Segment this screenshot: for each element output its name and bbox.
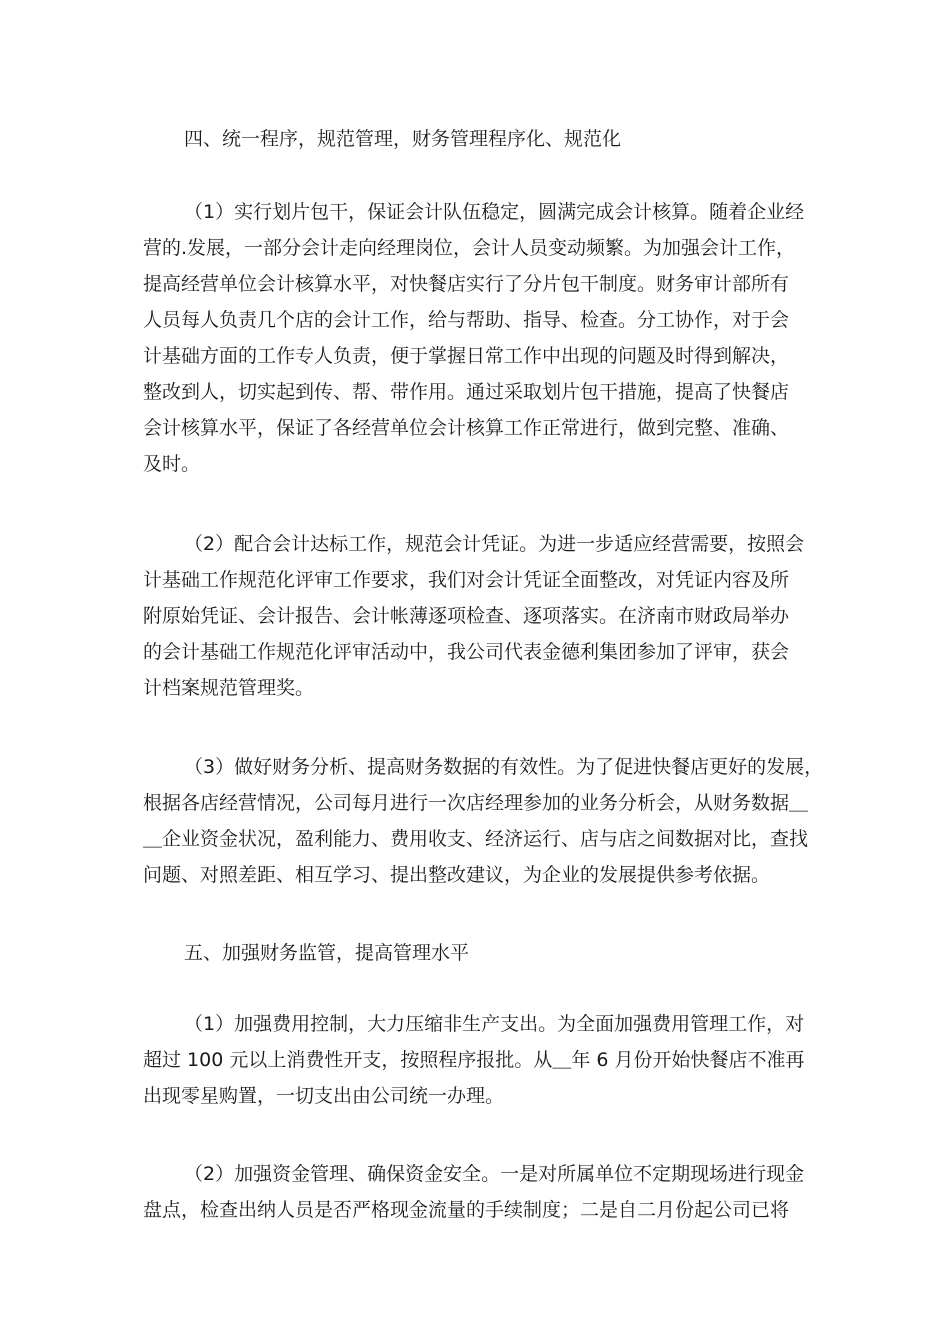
paragraph-line: （2）配合会计达标工作，规范会计凭证。为进一步适应经营需要，按照会 [184,533,805,555]
paragraph-line: 超过 100 元以上消费性开支，按照程序报批。从＿年 6 月份开始快餐店不准再 [143,1049,805,1071]
section-4-paragraph-2 [143,526,815,706]
section-5-paragraph-2 [143,1156,815,1228]
paragraph-line: ＿企业资金状况，盈利能力、费用收支、经济运行、店与店之间数据对比，查找 [143,828,809,850]
paragraph-line: 出现零星购置，一切支出由公司统一办理。 [143,1085,505,1107]
paragraph-line: 计档案规范管理奖。 [143,677,315,699]
paragraph-line: 根据各店经营情况，公司每月进行一次店经理参加的业务分析会，从财务数据＿ [143,792,809,814]
paragraph-line: 整改到人，切实起到传、帮、带作用。通过采取划片包干措施，提高了快餐店 [143,381,790,403]
paragraph-line: 人员每人负责几个店的会计工作，给与帮助、指导、检查。分工协作，对于会 [143,309,790,331]
section-4-paragraph-1 [143,194,815,482]
paragraph-line: 的会计基础工作规范化评审活动中，我公司代表金德利集团参加了评审，获会 [143,641,790,663]
paragraph-line: 问题、对照差距、相互学习、提出整改建议，为企业的发展提供参考依据。 [143,864,771,886]
section-4-heading: 四、统一程序，规范管理，财务管理程序化、规范化 [184,128,622,150]
paragraph-line: 计基础工作规范化评审工作要求，我们对会计凭证全面整改，对凭证内容及所 [143,569,790,591]
paragraph-line: 营的.发展，一部分会计走向经理岗位，会计人员变动频繁。为加强会计工作， [143,237,796,259]
paragraph-line: 附原始凭证、会计报告、会计帐薄逐项检查、逐项落实。在济南市财政局举办 [143,605,790,627]
paragraph-line: （2）加强资金管理、确保资金安全。一是对所属单位不定期现场进行现金 [184,1163,805,1185]
section-4-paragraph-3 [143,749,824,893]
paragraph-line: （1）实行划片包干，保证会计队伍稳定，圆满完成会计核算。随着企业经 [184,201,805,223]
paragraph-line: （3）做好财务分析、提高财务数据的有效性。为了促进快餐店更好的发展， [184,756,824,778]
paragraph-line: 计基础方面的工作专人负责，便于掌握日常工作中出现的问题及时得到解决， [143,345,790,367]
section-5-heading: 五、加强财务监管，提高管理水平 [184,942,470,964]
paragraph-line: 提高经营单位会计核算水平，对快餐店实行了分片包干制度。财务审计部所有 [143,273,790,295]
paragraph-line: 及时。 [143,453,201,475]
paragraph-line: 盘点，检查出纳人员是否严格现金流量的手续制度；二是自二月份起公司已将 [143,1199,790,1221]
section-5-paragraph-1 [143,1006,815,1114]
paragraph-line: 会计核算水平，保证了各经营单位会计核算工作正常进行，做到完整、准确、 [143,417,790,439]
paragraph-line: （1）加强费用控制，大力压缩非生产支出。为全面加强费用管理工作，对 [184,1013,805,1035]
